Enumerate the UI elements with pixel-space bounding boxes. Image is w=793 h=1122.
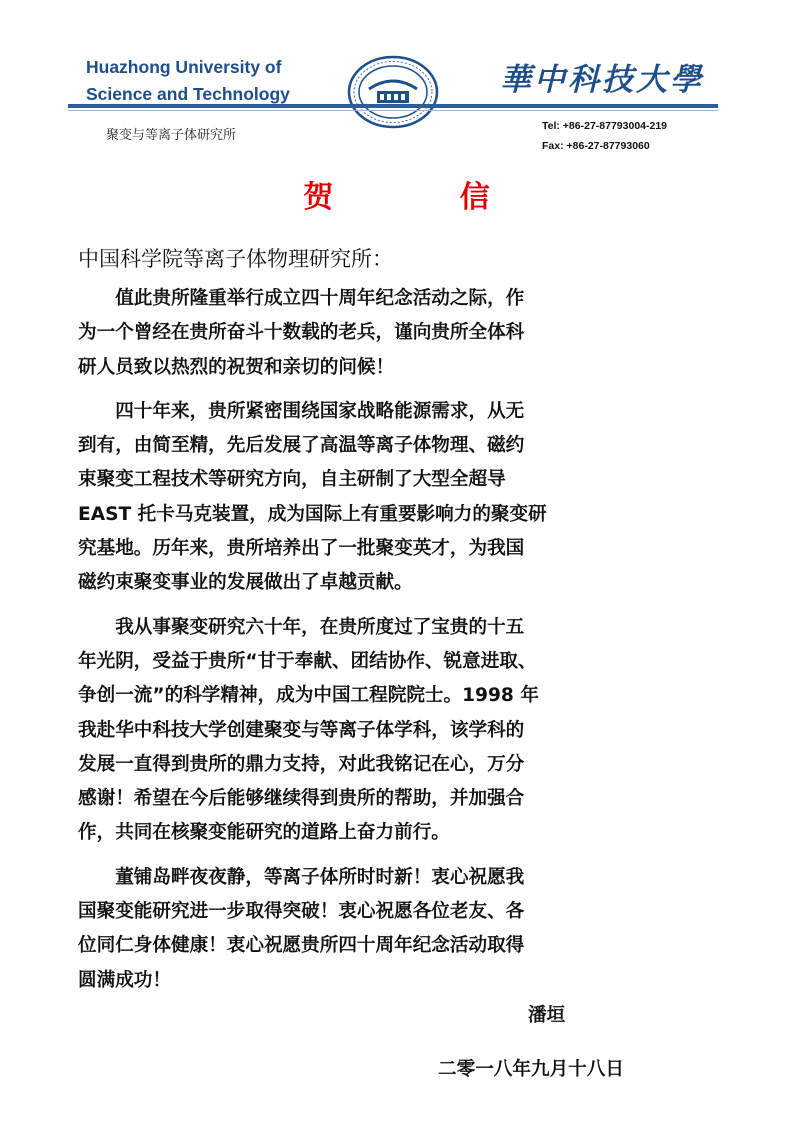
institute-name: 聚变与等离子体研究所 xyxy=(106,128,237,143)
paragraph-line: 研人员致以热烈的祝贺和亲切的问候！ xyxy=(78,356,395,378)
paragraph-line: 束聚变工程技术等研究方向，自主研制了大型全超导 xyxy=(78,469,506,491)
paragraph-line: 争创一流”的科学精神，成为中国工程院院士。1998 年 xyxy=(78,685,539,707)
paragraph-line: 到有，由简至精，先后发展了高温等离子体物理、磁约 xyxy=(78,435,525,457)
paragraph-line: 发展一直得到贵所的鼎力支持，对此我铭记在心，万分 xyxy=(78,753,525,775)
paragraph-line: 究基地。历年来，贵所培养出了一批聚变英才，为我国 xyxy=(78,538,525,560)
university-name-english xyxy=(86,54,290,108)
letter-body xyxy=(78,282,718,1008)
paragraph-1 xyxy=(78,282,718,385)
letter-date: 二零一八年九月十八日 xyxy=(438,1059,624,1080)
fax-number: Fax: +86-27-87793060 xyxy=(542,140,650,152)
salutation: 中国科学院等离子体物理研究所： xyxy=(78,247,393,271)
paragraph-line: 感谢！希望在今后能够继续得到贵所的帮助，并加强合 xyxy=(78,788,525,810)
paragraph-line: 四十年来，贵所紧密围绕国家战略能源需求，从无 xyxy=(115,400,525,422)
letter-title: 贺 信 xyxy=(303,180,548,215)
paragraph-line: 年光阴，受益于贵所“甘于奉献、团结协作、锐意进取、 xyxy=(78,650,537,672)
paragraph-2 xyxy=(78,395,718,601)
paragraph-line: 我赴华中科技大学创建聚变与等离子体学科，该学科的 xyxy=(78,719,525,741)
university-name-chinese: 華中科技大學 xyxy=(500,62,704,98)
university-seal-icon xyxy=(347,55,439,129)
paragraph-line: 董铺岛畔夜夜静，等离子体所时时新！衷心祝愿我 xyxy=(115,866,525,888)
paragraph-line: 为一个曾经在贵所奋斗十数载的老兵，谨向贵所全体科 xyxy=(78,322,525,344)
paragraph-3 xyxy=(78,611,718,851)
paragraph-line: 国聚变能研究进一步取得突破！衷心祝愿各位老友、各 xyxy=(78,901,525,923)
paragraph-line: 值此贵所隆重举行成立四十周年纪念活动之际，作 xyxy=(115,288,525,309)
paragraph-4 xyxy=(78,861,718,998)
paragraph-line: EAST 托卡马克装置，成为国际上有重要影响力的聚变研 xyxy=(78,503,547,525)
university-name-english-line1: Huazhong University of xyxy=(86,57,282,77)
contact-info xyxy=(542,116,667,156)
paragraph-line: 作，共同在核聚变能研究的道路上奋力前行。 xyxy=(78,822,450,844)
university-name-english-line2: Science and Technology xyxy=(86,84,290,104)
paragraph-line: 圆满成功！ xyxy=(78,969,171,991)
header-rule-thin xyxy=(68,110,718,111)
header-rule xyxy=(68,104,718,108)
phone-number: Tel: +86-27-87793004-219 xyxy=(542,120,668,132)
paragraph-line: 磁约束聚变事业的发展做出了卓越贡献。 xyxy=(78,572,413,594)
signature: 潘垣 xyxy=(528,1005,566,1026)
paragraph-line: 位同仁身体健康！衷心祝愿贵所四十周年纪念活动取得 xyxy=(78,935,525,957)
paragraph-line: 我从事聚变研究六十年，在贵所度过了宝贵的十五 xyxy=(115,616,525,638)
